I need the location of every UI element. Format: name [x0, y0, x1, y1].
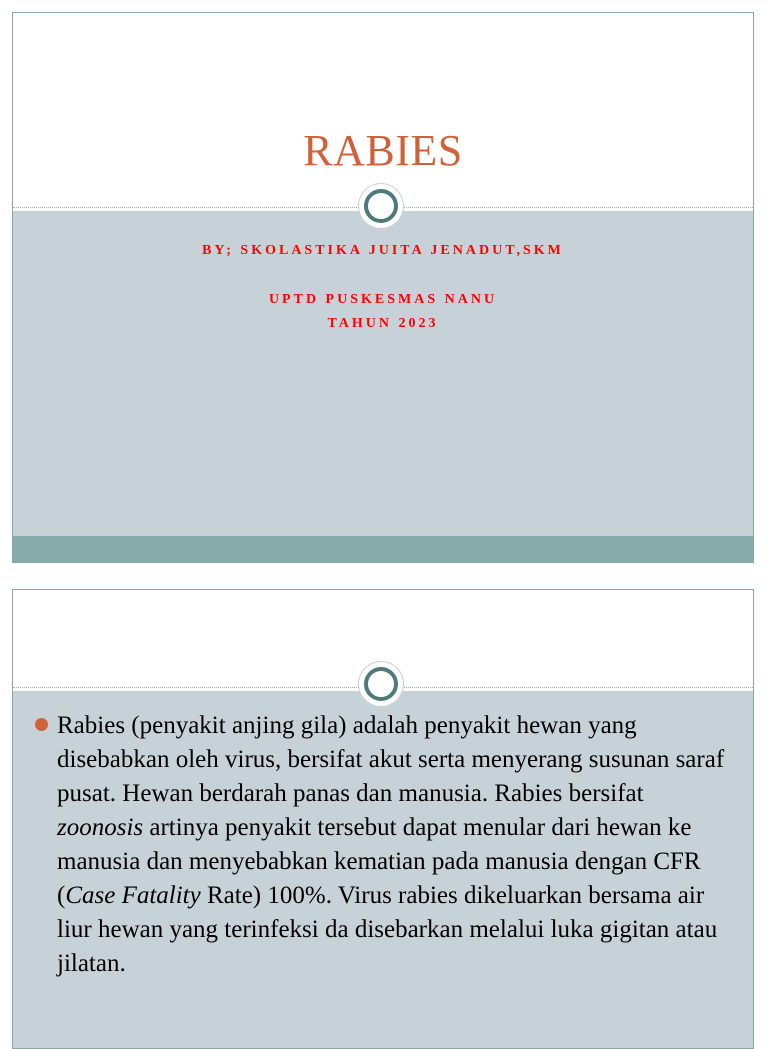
term-case-fatality: Case Fatality: [65, 882, 201, 909]
circle-ring-icon: [359, 662, 403, 706]
bullet-text: [57, 709, 735, 981]
circle-ring-inner: [364, 189, 398, 223]
title-area: [13, 13, 753, 204]
content-slide: [12, 589, 754, 1049]
slide-title: RABIES: [303, 126, 463, 175]
circle-ring-icon: [359, 184, 403, 228]
footer-band: [13, 536, 753, 562]
organization-line: UPTD PUSKESMAS NANU: [268, 292, 498, 307]
title-slide: [12, 12, 754, 563]
author-line: BY; SKOLASTIKA JUITA JENADUT,SKM: [202, 243, 564, 258]
circle-ring-inner: [364, 667, 398, 701]
bullet-text-part3: Rate) 100%. Virus rabies dikeluarkan bersama air liur hewan yang terinfeksi da disebarkan melalui luka gigitan atau jilatan.: [57, 882, 718, 977]
bullet-text-part1: Rabies (penyakit anjing gila) adalah penyakit hewan yang disebabkan oleh virus, bersifat akut serta menyerang susunan saraf pusat. Hewan berdarah panas dan manusia. Rabies bersifat: [57, 712, 725, 807]
bullet-dot-icon: [35, 718, 48, 731]
bullet-item: [35, 709, 735, 981]
term-zoonosis: zoonosis: [57, 814, 144, 841]
bullet-text-part2: artinya penyakit tersebut dapat menular dari hewan ke manusia dan menyebabkan kematian pada manusia dengan CFR (: [57, 814, 701, 909]
year-line: TAHUN 2023: [327, 316, 439, 331]
